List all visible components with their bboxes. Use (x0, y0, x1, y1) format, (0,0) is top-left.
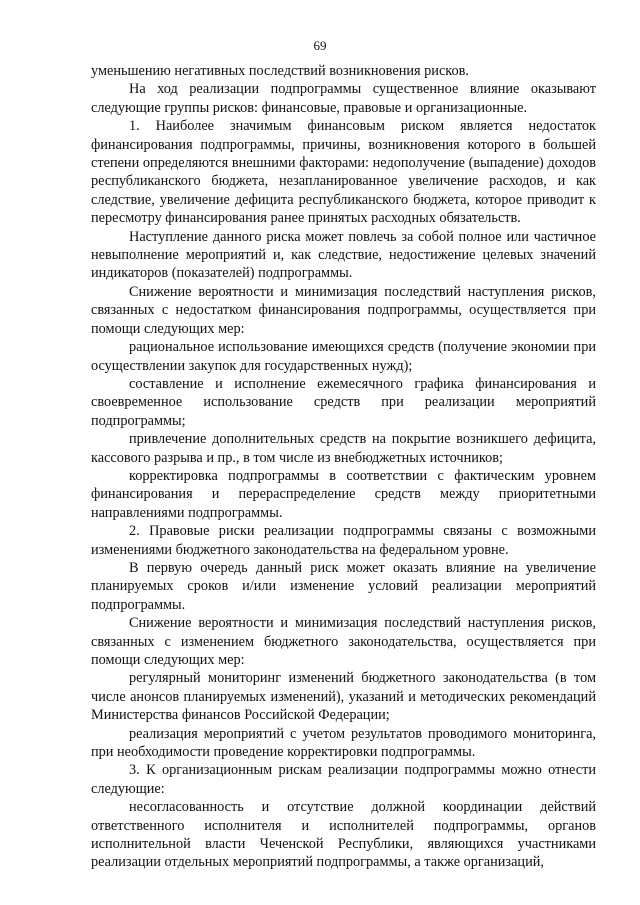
paragraph: 3. К организационным рискам реализации подпрограммы можно отнести следующие: (91, 762, 596, 797)
paragraph: На ход реализации подпрограммы существенное влияние оказывают следующие группы рисков: финансовые, правовые и организационные. (91, 81, 596, 116)
paragraph: Наступление данного риска может повлечь за собой полное или частичное невыполнение мероприятий и, как следствие, недостижение целевых значений индикаторов (показателей) подпрограммы. (91, 228, 596, 282)
paragraph: составление и исполнение ежемесячного графика финансирования и своевременное использование средств при реализации мероприятий подпрограммы; (91, 375, 596, 429)
paragraph: 1. Наиболее значимым финансовым риском является недостаток финансирования подпрограммы, причины, возникновения которого в большей степени определяются внешними факторами: недополучение (выпадение) доходов республиканского бюджета, незапланированное увеличение расходов, и как следствие, увеличение дефицита республиканского бюджета, которое приводит к пересмотру финансирования ранее принятых расходных обязательств. (91, 118, 596, 227)
page-number: 69 (313, 38, 327, 53)
paragraph: несогласованность и отсутствие должной координации действий ответственного исполнителя и исполнителей подпрограммы, органов исполнительной власти Чеченской Республики, являющихся участниками реализации отдельных мероприятий подпрограммы, а также организаций, (91, 799, 596, 871)
paragraph: В первую очередь данный риск может оказать влияние на увеличение планируемых сроков и/или изменение условий реализации мероприятий подпрограммы. (91, 559, 596, 613)
paragraph: реализация мероприятий с учетом результатов проводимого мониторинга, при необходимости проведение корректировки подпрограммы. (91, 725, 596, 761)
paragraph: 2. Правовые риски реализации подпрограммы связаны с возможными изменениями бюджетного законодательства на федеральном уровне. (91, 523, 596, 558)
paragraph: Снижение вероятности и минимизация последствий наступления рисков, связанных с недостатком финансирования подпрограммы, осуществляется при помощи следующих мер: (91, 283, 596, 337)
paragraph: уменьшению негативных последствий возникновения рисков. (91, 63, 469, 79)
document-body (91, 62, 596, 872)
paragraph: регулярный мониторинг изменений бюджетного законодательства (в том числе анонсов планируемых изменений), указаний и методических рекомендаций Министерства финансов Российской Федерации; (91, 670, 596, 724)
paragraph: рациональное использование имеющихся средств (получение экономии при осуществлении закупок для государственных нужд); (91, 339, 596, 374)
paragraph: Снижение вероятности и минимизация последствий наступления рисков, связанных с изменением бюджетного законодательства, осуществляется при помощи следующих мер: (91, 615, 596, 668)
paragraph: корректировка подпрограммы в соответствии с фактическим уровнем финансирования и перераспределение средств между приоритетными направлениями подпрограммы. (91, 467, 596, 521)
paragraph: привлечение дополнительных средств на покрытие возникшего дефицита, кассового разрыва и пр., в том числе из внебюджетных источников; (91, 431, 596, 466)
